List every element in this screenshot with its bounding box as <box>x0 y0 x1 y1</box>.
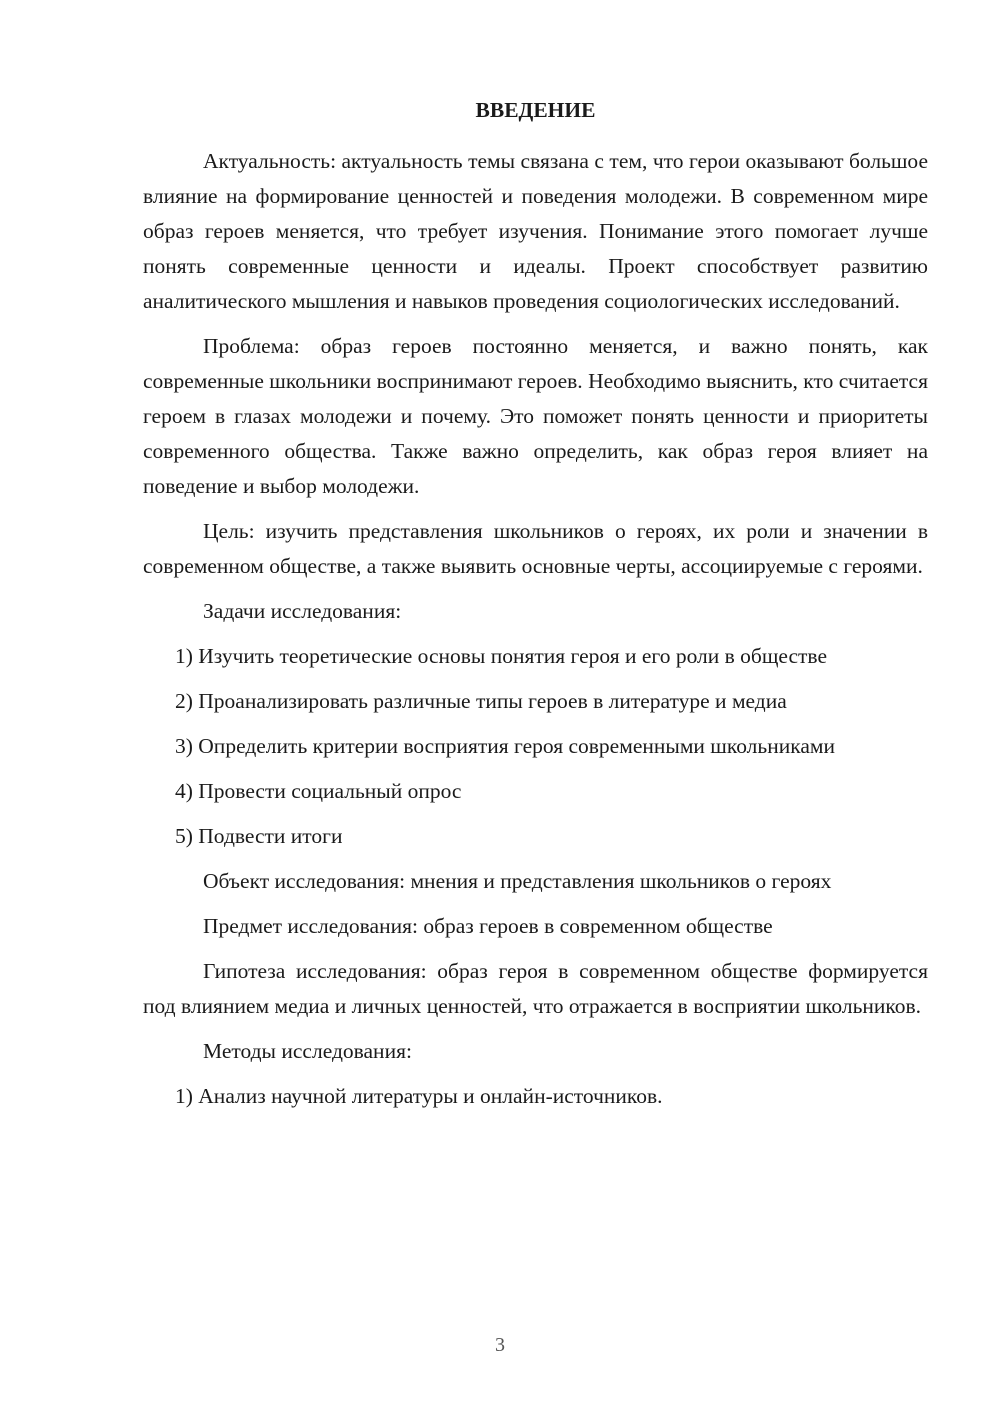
page-number: 3 <box>495 1334 505 1356</box>
tasks-title: Задачи исследования: <box>203 599 402 623</box>
paragraph-subject: Предмет исследования: образ героев в современном обществе <box>203 914 773 938</box>
paragraph-goal: Цель: изучить представления школьников о героях, их роли и значении в современном обществе, а также выявить основные черты, ассоциируемые с героями. <box>143 519 928 578</box>
task-item-4: 4) Провести социальный опрос <box>175 779 462 803</box>
task-item-1: 1) Изучить теоретические основы понятия героя и его роли в обществе <box>175 644 828 668</box>
paragraph-relevance: Актуальность: актуальность темы связана с тем, что герои оказывают большое влияние на формирование ценностей и поведения молодежи. В современном мире образ героев меняется, что требует изучения. Понимание этого помогает лучше понять современные ценности и идеалы. Проект способствует развитию аналитического мышления и навыков проведения социологических исследований. <box>143 149 928 313</box>
task-item-5: 5) Подвести итоги <box>175 824 343 848</box>
section-heading: ВВЕДЕНИЕ <box>475 98 596 122</box>
methods-title: Методы исследования: <box>203 1039 412 1063</box>
paragraph-object: Объект исследования: мнения и представления школьников о героях <box>203 869 832 893</box>
document-page <box>143 92 928 1124</box>
method-item-1: 1) Анализ научной литературы и онлайн-источников. <box>175 1084 663 1108</box>
task-item-2: 2) Проанализировать различные типы героев в литературе и медиа <box>175 689 787 713</box>
task-item-3: 3) Определить критерии восприятия героя современными школьниками <box>175 734 836 758</box>
paragraph-hypothesis: Гипотеза исследования: образ героя в современном обществе формируется под влиянием медиа и личных ценностей, что отражается в восприятии школьников. <box>143 959 928 1018</box>
paragraph-problem: Проблема: образ героев постоянно меняется, и важно понять, как современные школьники воспринимают героев. Необходимо выяснить, кто считается героем в глазах молодежи и почему. Это поможет понять ценности и приоритеты современного общества. Также важно определить, как образ героя влияет на поведение и выбор молодежи. <box>143 334 928 498</box>
